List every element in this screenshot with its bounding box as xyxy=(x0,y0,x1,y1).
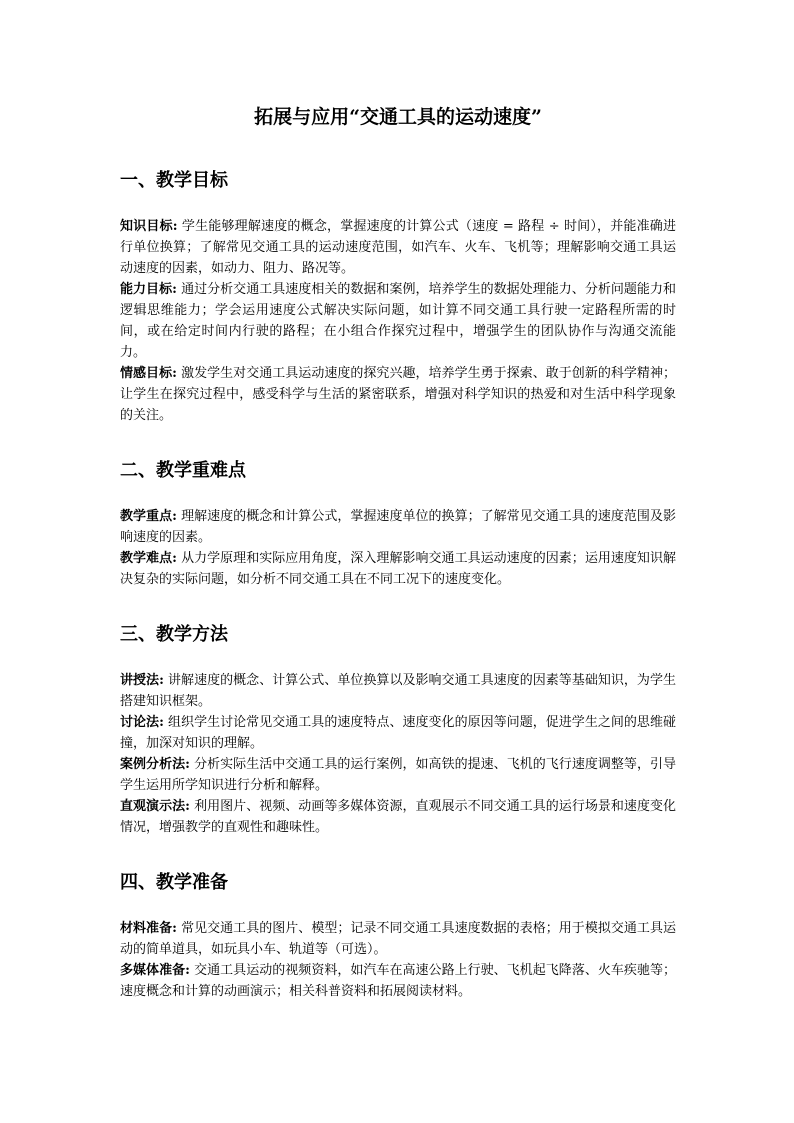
paragraph-text: 讲解速度的概念、计算公式、单位换算以及影响交通工具速度的因素等基础知识，为学生搭建知识框架。 xyxy=(120,673,676,709)
paragraph-label: 材料准备: xyxy=(120,921,177,936)
paragraph-label: 讨论法: xyxy=(120,715,164,730)
paragraph-text: 常见交通工具的图片、模型；记录不同交通工具速度数据的表格；用于模拟交通工具运动的简单道具，如玩具小车、轨道等（可选）。 xyxy=(120,921,676,957)
paragraph-text: 从力学原理和实际应用角度，深入理解影响交通工具运动速度的因素；运用速度知识解决复杂的实际问题，如分析不同交通工具在不同工况下的速度变化。 xyxy=(120,551,676,587)
paragraph-demonstration-method xyxy=(120,796,676,838)
paragraph-text: 通过分析交通工具速度相关的数据和案例，培养学生的数据处理能力、分析问题能力和逻辑思维能力；学会运用速度公式解决实际问题，如计算不同交通工具行驶一定路程所需的时间，或在给定时间内行驶的路程；在小组合作探究过程中，增强学生的团队协作与沟通交流能力。 xyxy=(120,282,676,360)
paragraph-label: 教学重点: xyxy=(120,509,177,524)
paragraph-text: 分析实际生活中交通工具的运行案例，如高铁的提速、飞机的飞行速度调整等，引导学生运用所学知识进行分析和解释。 xyxy=(120,757,676,793)
paragraph-label: 教学难点: xyxy=(120,551,177,566)
paragraph-label: 多媒体准备: xyxy=(120,963,190,978)
paragraph-difficult-point xyxy=(120,548,676,590)
section-body-key-difficult-points xyxy=(120,506,676,590)
section-body-teaching-preparation xyxy=(120,918,676,1002)
paragraph-text: 交通工具运动的视频资料，如汽车在高速公路上行驶、飞机起飞降落、火车疾驰等；速度概念和计算的动画演示；相关科普资料和拓展阅读材料。 xyxy=(120,963,676,999)
paragraph-case-analysis-method xyxy=(120,754,676,796)
paragraph-text: 利用图片、视频、动画等多媒体资源，直观展示不同交通工具的运行场景和速度变化情况，增强教学的直观性和趣味性。 xyxy=(120,799,676,835)
paragraph-label: 案例分析法: xyxy=(120,757,190,772)
document-title: 拓展与应用“交通工具的运动速度” xyxy=(254,106,542,128)
section-body-teaching-methods xyxy=(120,670,676,838)
paragraph-text: 组织学生讨论常见交通工具的速度特点、速度变化的原因等问题，促进学生之间的思维碰撞，加深对知识的理解。 xyxy=(120,715,676,751)
section-heading-teaching-objectives: 一、教学目标 xyxy=(120,170,228,191)
paragraph-discussion-method xyxy=(120,712,676,754)
paragraph-emotion-objective xyxy=(120,363,676,426)
paragraph-multimedia-preparation xyxy=(120,960,676,1002)
paragraph-knowledge-objective xyxy=(120,216,676,279)
section-heading-teaching-methods: 三、教学方法 xyxy=(120,624,228,645)
paragraph-label: 能力目标: xyxy=(120,282,177,297)
paragraph-text: 学生能够理解速度的概念，掌握速度的计算公式（速度 = 路程 ÷ 时间），并能准确进行单位换算；了解常见交通工具的运动速度范围，如汽车、火车、飞机等；理解影响交通工具运动速度的因素，如动力、阻力、路况等。 xyxy=(120,219,676,276)
section-heading-teaching-preparation: 四、教学准备 xyxy=(120,872,228,893)
paragraph-material-preparation xyxy=(120,918,676,960)
section-body-teaching-objectives xyxy=(120,216,676,426)
paragraph-label: 知识目标: xyxy=(120,219,178,234)
paragraph-ability-objective xyxy=(120,279,676,363)
paragraph-label: 直观演示法: xyxy=(120,799,190,814)
paragraph-text: 激发学生对交通工具运动速度的探究兴趣，培养学生勇于探索、敢于创新的科学精神；让学生在探究过程中，感受科学与生活的紧密联系，增强对科学知识的热爱和对生活中科学现象的关注。 xyxy=(120,366,676,423)
paragraph-label: 情感目标: xyxy=(120,366,177,381)
paragraph-key-point xyxy=(120,506,676,548)
paragraph-label: 讲授法: xyxy=(120,673,164,688)
paragraph-lecture-method xyxy=(120,670,676,712)
section-heading-key-difficult-points: 二、教学重难点 xyxy=(120,460,246,481)
paragraph-text: 理解速度的概念和计算公式，掌握速度单位的换算；了解常见交通工具的速度范围及影响速度的因素。 xyxy=(120,509,676,545)
